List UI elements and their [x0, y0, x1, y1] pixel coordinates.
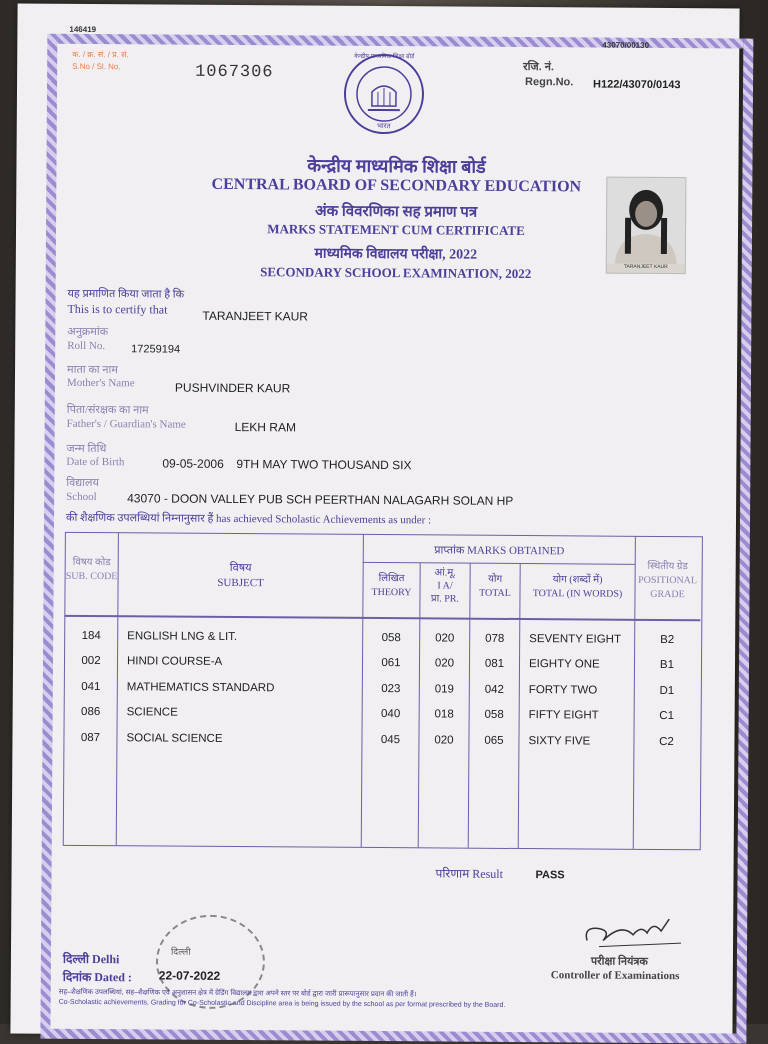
student-photo: [606, 177, 687, 275]
header-grade-hi: स्थितीय ग्रेड: [636, 560, 700, 574]
cell-grade: C2: [634, 736, 698, 748]
father-label-hi: पिता/संरक्षक का नाम: [67, 402, 149, 418]
cell-ia: 020: [419, 734, 468, 746]
regn-label-hi: रजि. नं.: [523, 59, 554, 74]
cell-code: 086: [65, 706, 117, 718]
dob-label-en: Date of Birth: [66, 456, 124, 468]
header-subject: [119, 560, 363, 592]
board-title-en: CENTRAL BOARD OF SECONDARY EDUCATION: [146, 175, 646, 196]
dated-label: दिनांक Dated :: [63, 968, 132, 985]
stamp-text: दिल्ली: [171, 945, 191, 958]
controller-title-en: Controller of Examinations: [551, 969, 680, 982]
orange-serial-stamp: [72, 49, 129, 73]
footer-note-hi: सह–शैक्षणिक उपलब्धियां, सह–शैक्षणिक एवं अनुशासन क्षेत्र में ग्रेडिंग विद्यालय द्वारा अपने स्तर पर बोर्ड द्वारा जारी प्रारूपानुसार प्रदान की जाती हैं।: [59, 988, 699, 1002]
roll-label-hi: अनुक्रमांक: [67, 324, 108, 339]
header-sub-code: [66, 556, 118, 584]
cell-code: 002: [65, 655, 117, 667]
cell-subject: ENGLISH LNG & LIT.: [127, 630, 357, 644]
dob-value: 09-05-2006: [162, 457, 223, 471]
result-value: PASS: [535, 869, 564, 881]
mother-label-hi: माता का नाम: [67, 362, 118, 377]
cell-total: 065: [469, 735, 518, 747]
header-sub-code-en: SUB. CODE: [66, 570, 118, 584]
cell-subject: SCIENCE: [127, 706, 357, 720]
cell-theory: 023: [363, 683, 419, 695]
certificate-number: 1067306: [195, 63, 274, 83]
certify-label-en: This is to certify that: [67, 302, 167, 318]
dob-label-hi: जन्म तिथि: [66, 441, 106, 456]
controller-signature: [581, 912, 691, 953]
photo-caption: TARANJEET KAUR: [607, 264, 685, 271]
header-total-words-hi: योग (शब्दों में): [521, 573, 635, 588]
roll-label-en: Roll No.: [67, 340, 105, 352]
header-subject-en: SUBJECT: [119, 575, 363, 592]
cell-total: 081: [470, 658, 519, 670]
cell-subject: MATHEMATICS STANDARD: [127, 681, 357, 695]
achievement-label-hi: की शैक्षणिक उपलब्धियां निम्नानुसार हैं: [66, 512, 213, 525]
header-ia-pr: [420, 566, 469, 605]
achievement-label-en: has achieved Scholastic Achievements as under :: [216, 513, 431, 527]
regn-number: H122/43070/0143: [593, 79, 681, 92]
exam-title-hi: माध्यमिक विद्यालय परीक्षा, 2022: [166, 243, 626, 265]
cell-total: 042: [470, 684, 519, 696]
cell-subject: HINDI COURSE-A: [127, 655, 357, 669]
dob-words: 9TH MAY TWO THOUSAND SIX: [236, 457, 411, 472]
header-pr: प्रा. PR.: [420, 592, 469, 605]
header-total-en: TOTAL: [470, 587, 519, 601]
cell-words: FORTY TWO: [529, 684, 639, 697]
father-name: LEKH RAM: [235, 420, 296, 434]
cell-grade: C1: [635, 710, 699, 722]
exam-title-en: SECONDARY SCHOOL EXAMINATION, 2022: [166, 264, 626, 283]
roll-number: 17259194: [131, 343, 180, 355]
header-ia-hi: आं.मू.: [421, 566, 470, 579]
controller-title-hi: परीक्षा नियंत्रक: [591, 954, 648, 969]
cell-theory: 045: [362, 734, 418, 746]
cell-grade: D1: [635, 685, 699, 697]
cert-title-en: MARKS STATEMENT CUM CERTIFICATE: [166, 221, 626, 240]
father-label-en: Father's / Guardian's Name: [67, 418, 186, 431]
header-total-words-en: TOTAL (IN WORDS): [520, 587, 634, 602]
header-marks-obtained: प्राप्तांक MARKS OBTAINED: [364, 542, 635, 559]
cell-words: SIXTY FIVE: [528, 735, 638, 748]
mother-label-en: Mother's Name: [67, 377, 135, 389]
logo-text-bottom: भारत: [342, 122, 426, 132]
cert-title-hi: अंक विवरणिका सह प्रमाण पत्र: [166, 200, 626, 223]
header-total-words: [520, 573, 634, 602]
header-theory-hi: लिखित: [364, 572, 420, 586]
cell-theory: 058: [363, 632, 419, 644]
cell-ia: 020: [420, 657, 469, 669]
cell-ia: 019: [420, 683, 469, 695]
cell-grade: B2: [635, 634, 699, 646]
header-grade: [635, 560, 699, 602]
result-label: परिणाम Result: [435, 864, 503, 881]
serial-left: 146419: [69, 25, 96, 34]
header-subject-hi: विषय: [119, 560, 363, 577]
issue-date: 22-07-2022: [159, 969, 220, 983]
place-label: दिल्ली Delhi: [63, 950, 120, 967]
school-name: 43070 - DOON VALLEY PUB SCH PEERTHAN NALAGARH SOLAN HP: [127, 491, 513, 508]
orange-stamp-line1: क. / क्र. सं. / प्र. सं.: [72, 49, 129, 61]
student-name: TARANJEET KAUR: [202, 309, 308, 324]
header-total: [470, 573, 519, 601]
header-grade-en: POSITIONAL GRADE: [635, 574, 699, 602]
school-label-hi: विद्यालय: [66, 475, 99, 490]
header-sub-code-hi: विषय कोड: [66, 556, 118, 570]
school-label-en: School: [66, 491, 97, 503]
cell-ia: 020: [420, 632, 469, 644]
achievement-line: [66, 510, 431, 528]
mother-name: PUSHVINDER KAUR: [175, 381, 290, 396]
cell-words: SEVENTY EIGHT: [529, 633, 639, 646]
serial-right: 43070/00130: [602, 41, 649, 50]
regn-label-en: Regn.No.: [525, 76, 573, 88]
header-total-hi: योग: [471, 573, 520, 587]
cell-code: 041: [65, 681, 117, 693]
header-theory: [363, 572, 419, 600]
certificate-sheet: [10, 3, 739, 1038]
footer-note-en: Co-Scholastic achievements, Grading for Co-Scholastic and Discipline area is being issued by the school as per format prescribed by the Board.: [59, 998, 699, 1012]
cell-theory: 061: [363, 657, 419, 669]
certify-label-hi: यह प्रमाणित किया जाता है कि: [68, 286, 185, 302]
board-title-hi: केन्द्रीय माध्यमिक शिक्षा बोर्ड: [166, 153, 626, 180]
cell-total: 078: [470, 633, 519, 645]
cell-code: 184: [65, 630, 117, 642]
cell-code: 087: [64, 732, 116, 744]
orange-stamp-line2: S.No / Sl. No.: [72, 61, 129, 73]
cell-grade: B1: [635, 659, 699, 671]
cell-subject: SOCIAL SCIENCE: [126, 732, 356, 746]
cell-total: 058: [470, 709, 519, 721]
logo-text-top: केन्द्रीय माध्यमिक शिक्षा बोर्ड: [342, 52, 426, 61]
header-theory-en: THEORY: [363, 586, 419, 600]
cell-words: FIFTY EIGHT: [529, 709, 639, 722]
cell-words: EIGHTY ONE: [529, 658, 639, 671]
cell-theory: 040: [363, 708, 419, 720]
header-ia-en: I A/: [421, 579, 470, 592]
cell-ia: 018: [420, 708, 469, 720]
